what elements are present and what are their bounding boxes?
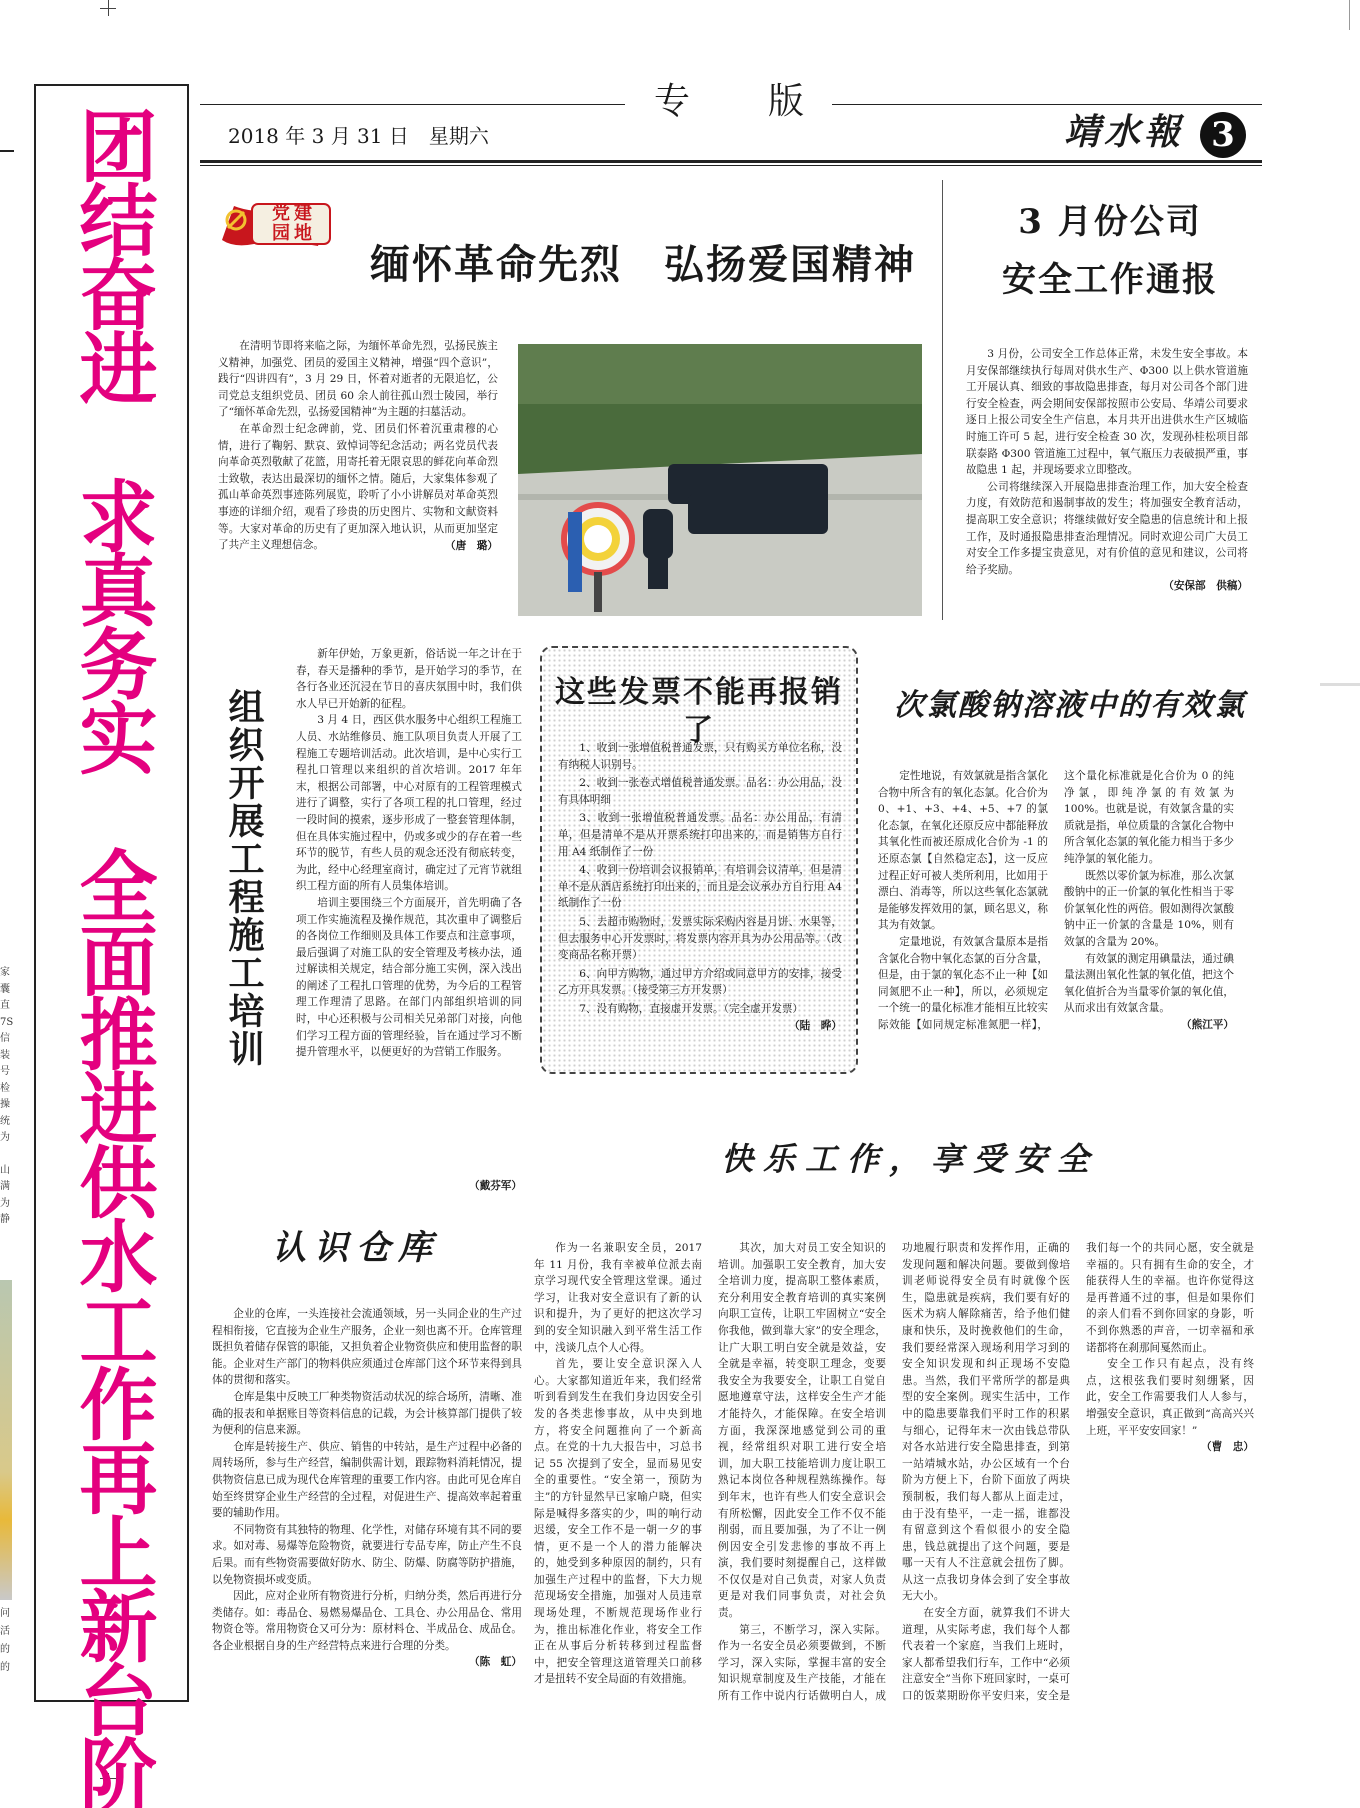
- article6-paragraph: 企业的仓库，一头连接社会流通领域，另一头同企业的生产过程相衔接，它直接为企业生产服务，企业一刻也离不开。仓库管理既担负着储存保管的职能，又担负着企业物资供应和使用监督的职能。企业对生产部门的物料供应须通过仓库部门这个环节来得到具体的贯彻和落实。: [212, 1308, 522, 1387]
- article2-author: （安保部 供稿）: [1163, 580, 1248, 593]
- article4-author: （陆 晔）: [789, 1019, 842, 1032]
- left-char: 装: [0, 1049, 10, 1061]
- left-char: 统: [0, 1115, 10, 1127]
- article4-list: [558, 740, 842, 1034]
- article3-paragraph: 培训主要围绕三个方面展开，首先明确了各项工作实施流程及操作规范，其次重申了调整后的各岗位工作细则及具体工作要点和注意事项，最后强调了对施工队的安全管理及考核办法，通过解读相关规定，结合部分施工实例，深入浅出的阐述了工程扎口管理的优势，为今后的工程管理工作理清了思路。在部门内部组织培训的同时，中心还积极与公司相关兄弟部门对接，向他们学习工程方面的管理经验，旨在通过学习不断提升管理水平，以便更好的为营销工作服务。: [296, 896, 522, 1059]
- article4-box: [540, 646, 858, 1074]
- article6-title: 认识仓库: [272, 1228, 440, 1268]
- left-char: 家: [0, 967, 10, 978]
- article4-item: 6、向甲方购物，通过甲方介绍或同意甲方的安排，接受乙方开具发票。（接受第三方开发票）: [558, 967, 842, 997]
- article7-paragraph: 第三，不断学习，深入实际。作为一名安全员必须要做到，不断学习，深入实际，掌握丰富的安全知识规章制度及生产技能，才能在所有工作中说内行话做明白人，成功地履行职责和发挥作用，正确的发现问题和解决问题。要做到像培训老师说得安全员有时就像个医生，隐患就是疾病，我们要有好的医术为病人解除痛苦，给予他们健康和快乐，及时挽救他们的生命，我们要经常深入现场利用学习到的安全知识发现和纠正现场不安隐患。当然，我们平常所学的都是典型的安全案例。现实生活中，工作中的隐患要靠我们平时工作的积累与细心，记得年末一次由钱总带队对各水站进行安全隐患排查，到第一站靖城水站，办公区域有一个台阶为方便上下，台阶下面放了两块预制板，我们每人都从上面走过，由于没有垫平，一走一摇，谁都没有留意到这个看似很小的安全隐患，钱总就提出了这个问题，要是哪一天有人不注意就会扭伤了脚。从这一点我切身体会到了安全事故无大小。: [718, 1242, 1070, 1703]
- article5-body: [878, 768, 1234, 1034]
- badge-line2: 园地: [272, 223, 316, 244]
- article7-paragraph: 作为一名兼职安全员，2017 年 11 月份，我有幸被单位派去南京学习现代安全管理这堂课。通过学习，让我对安全意识有了新的认识和提升，为了更好的把这次学习到的安全知识融入到平常生活工作中，浅谈几点个人心得。: [534, 1242, 702, 1354]
- article4-item: 1、收到一张增值税普通发票，只有购买方单位名称，没有纳税人识别号。: [558, 742, 842, 771]
- article6-paragraph: 不同物资有其独特的物理、化学性，对储存环境有其不同的要求。如对毒、易爆等危险物资，就要进行专品专库，防止产生不良后果。而有些物资需要做好防水、防尘、防爆、防腐等防护措施，以免物资损坏或变质。: [212, 1523, 522, 1586]
- left-char: 山: [0, 1164, 10, 1176]
- article3-body-bottom: [218, 1108, 522, 1194]
- left-char: 静: [0, 1214, 10, 1225]
- article4-item: 5、去超市购物时，发票实际采购内容是月饼、水果等，但去服务中心开发票时，将发票内容开具为办公用品等。（改变商品名称开票）: [558, 915, 842, 962]
- left-note: 活: [0, 1626, 10, 1637]
- left-char: 检: [0, 1082, 10, 1094]
- left-char: 为: [0, 1132, 10, 1143]
- left-char: 囊: [0, 983, 10, 995]
- article1-title: 缅怀革命先烈 弘扬爱国精神: [370, 241, 916, 288]
- slogan-banner: [34, 84, 189, 1808]
- masthead-rule-top-left: [200, 104, 625, 105]
- article1-author: （唐 璐）: [445, 539, 498, 552]
- article6-paragraph: 因此，应对企业所有物资进行分析，归纳分类，然后再进行分类储存。如：毒品仓、易燃易爆品仓、工具仓、办公用品仓、常用物资仓等。常用物资仓又可分为：原材料仓、半成品仓、成品仓。各企业根据自身的生产经营特点来进行合理的分类。: [212, 1590, 522, 1652]
- article2-paragraph: 3 月份，公司安全工作总体正常，未发生安全事故。本月安保部继续执行每周对供水生产、Φ300 以上供水管道施工开展认真、细致的事故隐患排查，每月对公司各个部门进行安全检查，两会期间安保部按照市公安局、华靖公司要求逐日上报公司安全生产信息，本月共开出进供水生产区城临时施工许可 5 起，进行安全检查 30 次，发现孙桂松项目部联泰路 Φ300 管道施工过程中，氧气瓶压力表破损严重，事故隐患 1 起，并现场要求立即整改。: [966, 348, 1248, 477]
- article3-author: （戴芬军）: [469, 1180, 522, 1192]
- article3-body-top: [296, 646, 522, 1073]
- article4-item: 3、收到一张增值税普通发票。品名：办公用品，有清单，但是清单不是从开票系统打印出来的，而是销售方自行用 A4 纸制作了一份: [558, 812, 842, 858]
- crop-mark-top-h: [100, 8, 116, 9]
- memorial-photo-drawing: [518, 344, 922, 616]
- article7-title: 快乐工作，享受安全: [720, 1140, 1099, 1178]
- masthead-section: 专 版: [653, 81, 806, 122]
- left-page-chars: [0, 965, 14, 1229]
- slogan-text: 团结奋进 求真务实 全面推进供水工作再上新台阶: [66, 106, 157, 1808]
- left-char: 满: [0, 1181, 10, 1192]
- article4-title: 这些发票不能再报销了: [555, 675, 843, 748]
- left-char: 为: [0, 1197, 10, 1209]
- left-note: 的: [0, 1644, 10, 1655]
- article7-paragraph: 首先，要让安全意识深入人心。大家都知道近年来，我们经常听到看到发生在我们身边因安全引发的各类悲惨事故，从中央到地方，将安全问题推向了一个新高点。在党的十九大报告中，习总书记 55 次提到了安全，显而易见安全的重要性。“安全第一，预防为主”的方针显然早已家喻户晓，但实际是喊得多落实的少，叫的响行动迟缓，安全工作不是一朝一夕的事情，更不是一个人的潜力能解决的，她受到多种原因的制约，只有加强生产过程中的监督，下大力规范现场安全措施，加强对人员违章现场处理，不断规范现场作业行为，推出标准化作业，将安全工作正在从事后分析转移到过程监督中，把安全管理这道管理关口前移才是扭转不安全局面的有效措施。: [534, 1358, 702, 1686]
- crop-mark-right: [1349, 0, 1350, 30]
- badge-line1: 党建: [272, 203, 316, 224]
- article5-author: （熊江平）: [1181, 1018, 1234, 1031]
- article3-title: 组织开展工程施工培训: [223, 688, 265, 1068]
- article4-item: 2、收到一张卷式增值税普通发票。品名：办公用品，没有具体明细: [558, 777, 842, 806]
- masthead-rule-bottom: [200, 160, 1262, 163]
- article2-body: [966, 346, 1248, 594]
- left-char: 操: [0, 1099, 10, 1110]
- article4-item: 7、没有购物，直接虚开发票。（完全虚开发票）: [579, 1002, 804, 1015]
- article6-paragraph: 仓库是转接生产、供应、销售的中转站，是生产过程中必备的周转场所，参与生产经营，编制供需计划，跟踪物料消耗情况，提供物资信息已成为现代仓库管理的重要工作内容。由此可见仓库自始至终贯穿企业生产经营的全过程，对促进生产、提高效率起着重要的辅助作用。: [212, 1440, 522, 1520]
- left-page-photo-strip: [0, 1280, 12, 1600]
- masthead-rule-bottom-thin: [200, 165, 1262, 166]
- left-char: 号: [0, 1066, 10, 1077]
- article3-paragraph: 新年伊始，万象更新，俗话说一年之计在于春，春天是播种的季节，是开始学习的季节，在各行各业还沉浸在节日的喜庆氛围中时，我们供水人早已开始新的征程。: [296, 648, 522, 710]
- column-divider-top: [942, 180, 943, 620]
- article5-paragraph: 有效氯的测定用碘量法，通过碘量法测出氧化性氯的氧化值，把这个氧化值折合为当量零价氯的氧化值，从而求出有效氯含量。: [1064, 952, 1234, 1015]
- left-char: 信: [0, 1033, 10, 1044]
- article2-title-line1: 3 月份公司: [1018, 202, 1202, 242]
- left-page-notes: [0, 1605, 14, 1677]
- article5-title: 次氯酸钠溶液中的有效氯: [894, 688, 1246, 723]
- fold-mark-right: [1320, 683, 1360, 686]
- article6-author: （陈 虹）: [469, 1656, 522, 1669]
- left-note: 的: [0, 1662, 10, 1673]
- article4-item: 4、收到一份培训会议报销单，有培训会议清单，但是清单不是从酒店系统打印出来的，而且是会议承办方自行用 A4 纸制作了一份: [558, 864, 842, 910]
- article1-paragraph: 在革命烈士纪念碑前，党、团员们怀着沉重肃穆的心情，进行了鞠躬、默哀、致悼词等纪念活动；两名党员代表向革命英烈敬献了花篮，用寄托着无限哀思的鲜花向革命烈士致敬，表达出最深切的缅怀之情。随后，大家集体参观了孤山革命英烈事迹陈列展览，聆听了小小讲解员对革命英烈事迹的详细介绍，观看了珍贵的历史图片、实物和文献资料等。大家对革命的历史有了更加深入地认识，从而更加坚定了共产主义理想信念。: [218, 422, 498, 552]
- left-char: 直: [0, 1000, 10, 1011]
- article6-body: [212, 1306, 522, 1670]
- article5-paragraph: 定性地说，有效氯就是指含氯化合物中所含有的氧化态氯。化合价为 0、+1、+3、+4、+5、+7 的氯化态氯，在氧化还原反应中都能释放其氧化性而被还原成化合价为 -1 的还原态氯【自然稳定态】，这一反应过程正好可被人类所利用，比如用于漂白、消毒等，所以这些氧化态氯就是能够发挥效用的氯，顾名思义，称其为有效氯。: [878, 770, 1048, 932]
- masthead-date: 2018 年 3 月 31 日 星期六: [228, 124, 489, 148]
- article2-paragraph: 公司将继续深入开展隐患排查治理工作，加大安全检查力度，有效防范和遏制事故的发生；将加强安全教育活动，提高职工安全意识；将继续做好安全隐患的信息统计和上报工作，及时通报隐患排查治理情况。同时欢迎公司广大员工对安全工作多提宝贵意见，对有价值的意见和建议，公司将给予奖励。: [966, 480, 1248, 576]
- article1-body: [218, 338, 498, 554]
- masthead-page-number: 3: [1200, 112, 1246, 158]
- party-badge: [214, 196, 338, 252]
- left-note: 问: [0, 1608, 10, 1619]
- article7-paragraph: 在安全方面，就算我们不讲大道理，从实际考虑，我们每个人都代表着一个家庭，当我们上班时，家人都希望我们行车，工作中“必须注意安全”当你下班回家时，一桌可口的饭菜期盼你平安归来，安全是我们每一个的共同心愿，安全就是幸福的。只有拥有生命的安全，才能获得人生的幸福。也许你觉得这是再普通不过的事，但是如果你们的亲人们看不到你回家的身影，听不到你熟悉的声音，一切幸福和承诺都将在刹那间戛然而止。: [902, 1242, 1254, 1703]
- left-page-edge: [0, 150, 14, 172]
- article5-paragraph: 既然以零价氯为标准，那么次氯酸钠中的正一价氯的氧化性相当于零价氯氧化性的两倍。假如测得次氯酸钠中正一价氯的含量是 10%，则有效氯的含量为 20%。: [1064, 869, 1234, 948]
- masthead-paper-name: 靖水報: [1064, 111, 1185, 153]
- article2-title-line2: 安全工作通报: [1002, 260, 1218, 300]
- masthead-rule-top-right: [832, 104, 1262, 105]
- article7-paragraph: 安全工作只有起点，没有终点，这根弦我们要时刻绷紧，因此，安全工作需要我们人人参与，增强安全意识，真正做到“高高兴兴上班，平平安安回家！”: [1086, 1358, 1254, 1437]
- article6-paragraph: 仓库是集中反映工厂种类物资活动状况的综合场所，清晰、准确的报表和单据账目等资料信息的记载，为会计核算部门提供了较为便利的信息来源。: [212, 1390, 522, 1437]
- article5-paragraph: 定量地说，有效氯含量原本是指含氯化合物中氧化态氯的百分含量，但是，由于氯的氧化态不止一种【如同氮肥不止一种】，所以，必须规定一个统一的量化标准才能相互比较实际效能【如同规定标准氮肥一样】，这个量化标准就是化合价为 0 的纯净氯，即纯净氯的有效氯为 100%。也就是说，有效氯含量的实质就是指，单位质量的含氯化合物中所含氧化态氯的氧化能力相当于多少纯净氯的氧化能力。: [878, 770, 1234, 1031]
- article7-body: [534, 1240, 1254, 1710]
- article3-paragraph: 3 月 4 日，西区供水服务中心组织工程施工人员、水站维修员、施工队项目负责人开展了工程施工专题培训活动。此次培训，是中心实行工程扎口管理以来组织的首次培训。2017 年年末，根据公司部署，中心对原有的工程管理模式进行了调整，实行了各项工程的扎口管理，经过一段时间的摸索，逐步形成了一整套管理体制，但在具体实施过程中，仍或多或少的存在着一些环节的脱节，有些人员的观念还没有彻底转变，为此，经中心经理室商讨，确定过了元宵节就组织工程方面的所有人员集体培训。: [296, 714, 522, 893]
- article7-author: （曹 忠）: [1201, 1441, 1254, 1454]
- article1-paragraph: 在清明节即将来临之际，为缅怀革命先烈，弘扬民族主义精神，加强党、团员的爱国主义精神，增强“四个意识”，践行“四讲四有”，3 月 29 日，怀着对逝者的无限追忆，公司党总支组织党员、团员 60 余人前往孤山烈士陵园，举行了“缅怀革命先烈，弘扬爱国精神”为主题的扫墓活动。: [218, 340, 498, 419]
- left-char: 7S: [0, 1016, 14, 1028]
- article7-paragraph: 其次，加大对员工安全知识的培训。加强职工安全教育，加大安全培训力度，提高职工整体素质，充分利用安全教育培训的真实案例向职工宣传，让职工牢固树立“安全你我他，做到靠大家”的安全理念，让广大职工明白安全就是效益，安全就是幸福，转变职工理念，变要我安全为我要安全，让职工自觉自愿地遵章守法，这样安全生产才能才能持久，才能保障。在安全培训方面，我深深地感觉到公司的重视，经常组织对职工进行安全培训，加大职工技能培训力度让职工熟记本岗位各种规程熟练操作。每到年末，也许有些人们安全意识会有所松懈，因此安全工作不仅不能削弱，而且要加强，为了不让一例例因安全引发悲惨的事故不再上演，我们要时刻提醒自己，这样做不仅仅是对自己负责，对家人负责更是对我们同事负责，对社会负责。: [718, 1242, 886, 1620]
- memorial-photo: [518, 344, 922, 616]
